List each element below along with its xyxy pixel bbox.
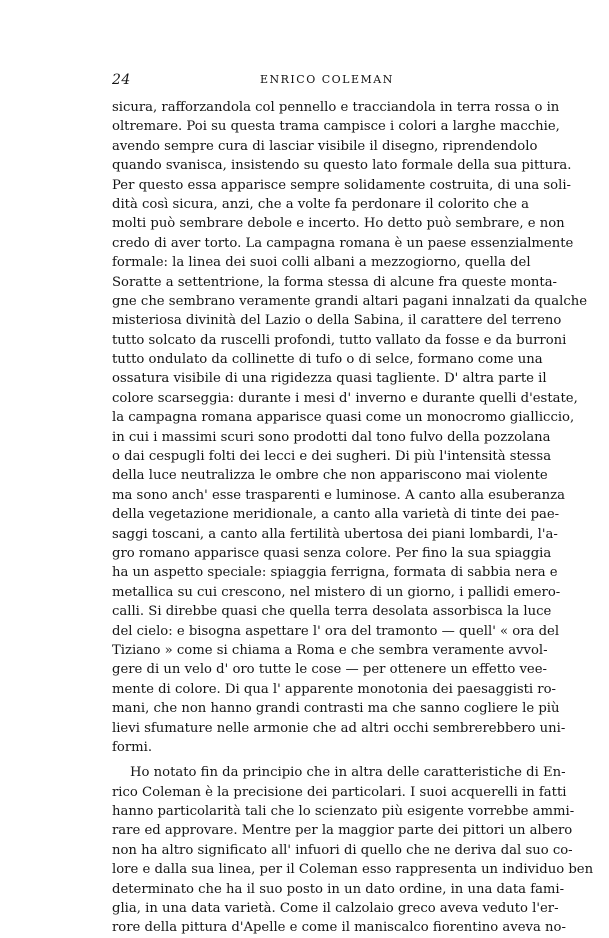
text-line: saggi toscani, a canto alla fertilità ubertosa dei piani lombardi, l'a- (112, 526, 558, 542)
page-number: 24 (112, 72, 131, 88)
paragraph (112, 98, 588, 757)
running-head: ENRICO COLEMAN (260, 73, 394, 86)
text-line: Per questo essa apparisce sempre solidamente costruita, di una soli- (112, 177, 571, 193)
text-line: tutto solcato da ruscelli profondi, tutto vallato da fosse e da burroni (112, 332, 567, 348)
text-line: calli. Si direbbe quasi che quella terra desolata assorbisca la luce (112, 604, 552, 620)
text-line: o dai cespugli folti dei lecci e dei sugheri. Di più l'intensità stessa (112, 449, 552, 465)
text-line: mani, che non hanno grandi contrasti ma che sanno cogliere le più (112, 701, 560, 717)
text-line: del cielo: e bisogna aspettare l' ora del tramonto — quell' « ora del (112, 623, 560, 639)
text-line: rore della pittura d'Apelle e come il maniscalco fiorentino aveva no- (112, 920, 566, 936)
text-line: la campagna romana apparisce quasi come un monocromo gialliccio, (112, 410, 575, 426)
text-line: rare ed approvare. Mentre per la maggior parte dei pittori un albero (112, 823, 573, 839)
text-line: misteriosa divinità del Lazio o della Sabina, il carattere del terreno (112, 313, 562, 329)
text-line: avendo sempre cura di lasciar visibile il disegno, riprendendolo (112, 138, 538, 154)
text-line: ossatura visibile di una rigidezza quasi tagliente. D' altra parte il (112, 371, 547, 387)
page-header (112, 72, 512, 92)
text-line: ma sono anch' esse trasparenti e luminose. A canto alla esuberanza (112, 487, 565, 503)
text-line: gro romano apparisce quasi senza colore. Per fino la sua spiaggia (112, 545, 552, 561)
text-line: oltremare. Poi su questa trama campisce i colori a larghe macchie, (112, 119, 560, 135)
text-line: glia, in una data varietà. Come il calzolaio greco aveva veduto l'er- (112, 901, 559, 917)
text-line: quando svanisca, insistendo su questo lato formale della sua pittura. (112, 158, 572, 174)
text-line: della vegetazione meridionale, a canto alla varietà di tinte dei pae- (112, 507, 560, 523)
text-line: determinato che ha il suo posto in un dato ordine, in una data fami- (112, 881, 565, 897)
text-line: dità così sicura, anzi, che a volte fa perdonare il colorito che a (112, 196, 529, 212)
text-line: Tiziano » come si chiama a Roma e che sembra veramente avvol- (112, 642, 548, 658)
text-line: sicura, rafforzandola col pennello e tracciandola in terra rossa o in (112, 100, 560, 115)
text-line: Ho notato fin da principio che in altra delle caratteristiche di En- (130, 765, 566, 781)
text-line: della luce neutralizza le ombre che non appariscono mai violente (112, 468, 548, 484)
text-line: Soratte a settentrione, la forma stessa di alcune fra queste monta- (112, 274, 558, 290)
body-text (112, 98, 594, 938)
text-line: metallica su cui crescono, nel mistero di un giorno, i pallidi emero- (112, 584, 561, 600)
text-line: rico Coleman è la precisione dei particolari. I suoi acquerelli in fatti (112, 784, 567, 800)
text-line: credo di aver torto. La campagna romana è un paese essenzialmente (112, 235, 574, 251)
text-line: in cui i massimi scuri sono prodotti dal tono fulvo della pozzolana (112, 429, 551, 445)
text-line: lore e dalla sua linea, per il Coleman esso rappresenta un individuo ben (112, 862, 594, 878)
text-line: formale: la linea dei suoi colli albani a mezzogiorno, quella del (112, 255, 531, 271)
text-line: ha un aspetto speciale: spiaggia ferrigna, formata di sabbia nera e (112, 565, 558, 581)
paragraph (112, 763, 594, 938)
text-line: mente di colore. Di qua l' apparente monotonia dei paesaggisti ro- (112, 681, 556, 697)
text-line: colore scarseggia: durante i mesi d' inverno e durante quelli d'estate, (112, 390, 578, 406)
text-line: lievi sfumature nelle armonie che ad altri occhi sembrerebbero uni- (112, 720, 566, 736)
text-line: non ha altro significato all' infuori di quello che ne deriva dal suo co- (112, 842, 573, 858)
text-line: molti può sembrare debole e incerto. Ho detto può sembrare, e non (112, 216, 565, 232)
text-line: tutto ondulato da collinette di tufo o di selce, formano come una (112, 352, 543, 368)
text-line: gne che sembrano veramente grandi altari pagani innalzati da qualche (112, 293, 588, 309)
text-line: formi. (112, 739, 153, 755)
text-line: hanno particolarità tali che lo scienzato più esigente vorrebbe ammi- (112, 804, 575, 820)
text-line: gere di un velo d' oro tutte le cose — per ottenere un effetto vee- (112, 662, 547, 678)
